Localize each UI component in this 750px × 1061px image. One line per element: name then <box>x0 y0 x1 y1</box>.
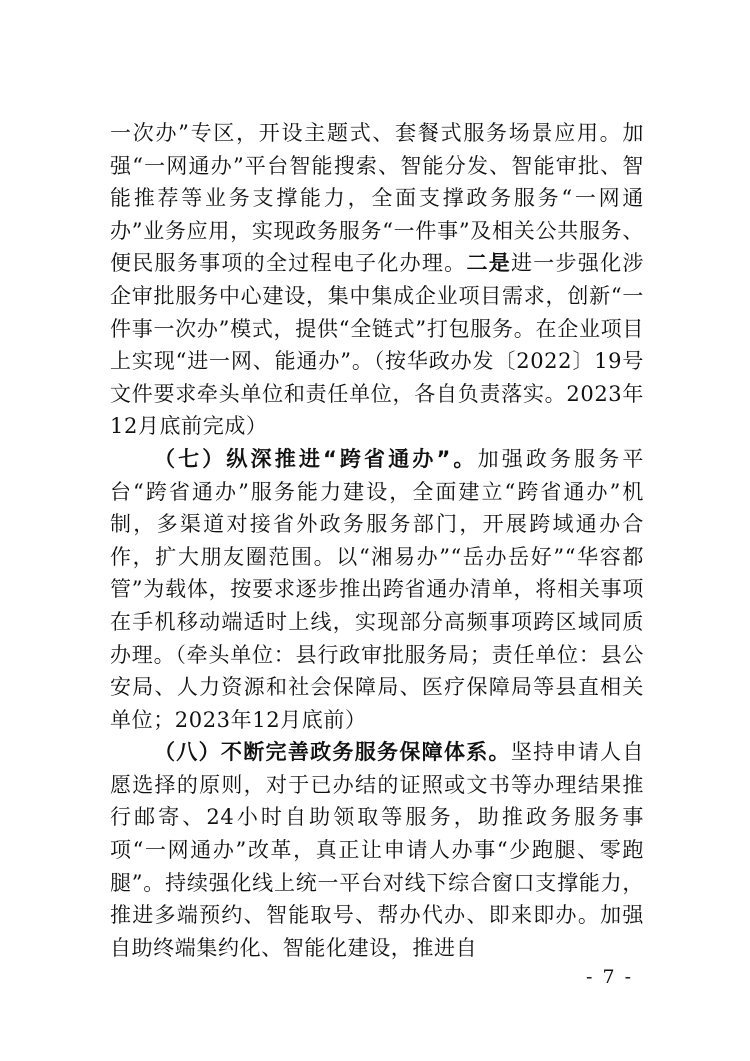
paragraph-section-7 <box>110 443 644 736</box>
paragraph-text: 一次办”专区，开设主题式、套餐式服务场景应用。加强“一网通办”平台智能搜索、智能分发、智能审批、智能推荐等业务支撑能力，全面支撑政务服务“一网通办”业务应用，实现政务服务“一件事”及相关公共服务、便民服务事项的全过程电子化办理。 <box>110 121 644 276</box>
document-body <box>110 117 644 964</box>
bold-lead: 二是 <box>466 251 511 276</box>
paragraph-text: 坚持申请人自愿选择的原则，对于已办结的证照或文书等办理结果推行邮寄、24小时自助领取等服务，助推政务服务事项“一网通办”改革，真正让申请人办事“少跑腿、零跑腿”。持续强化线上统一平台对线下综合窗口支撑能力，推进多端预约、智能取号、帮办代办、即来即办。加强自助终端集约化、智能化建设，推进自 <box>110 740 644 960</box>
paragraph-section-8 <box>110 736 644 964</box>
paragraph-text: 加强政务服务平台“跨省通办”服务能力建设，全面建立“跨省通办”机制，多渠道对接省外政务服务部门，开展跨域通办合作，扩大朋友圈范围。以“湘易办”“岳办岳好”“华容都管”为载体，按要求逐步推出跨省通办清单，将相关事项在手机移动端适时上线，实现部分高频事项跨区域同质办理。（牵头单位：县行政审批服务局；责任单位：县公安局、人力资源和社会保障局、医疗保障局等县直相关单位；2023年12月底前） <box>110 446 644 732</box>
section-heading: （八）不断完善政务服务保障体系。 <box>154 740 511 765</box>
page-number: - 7 - <box>586 966 634 988</box>
paragraph-text: 进一步强化涉企审批服务中心建设，集中集成企业项目需求，创新“一件事一次办”模式，提供“全链式”打包服务。在企业项目上实现“进一网、能通办”。（按华政办发〔2022〕19号文件要求牵头单位和责任单位，各自负责落实。2023年12月底前完成） <box>110 251 644 439</box>
paragraph-continuation <box>110 117 644 443</box>
section-heading: （七）纵深推进“跨省通办”。 <box>154 446 478 471</box>
